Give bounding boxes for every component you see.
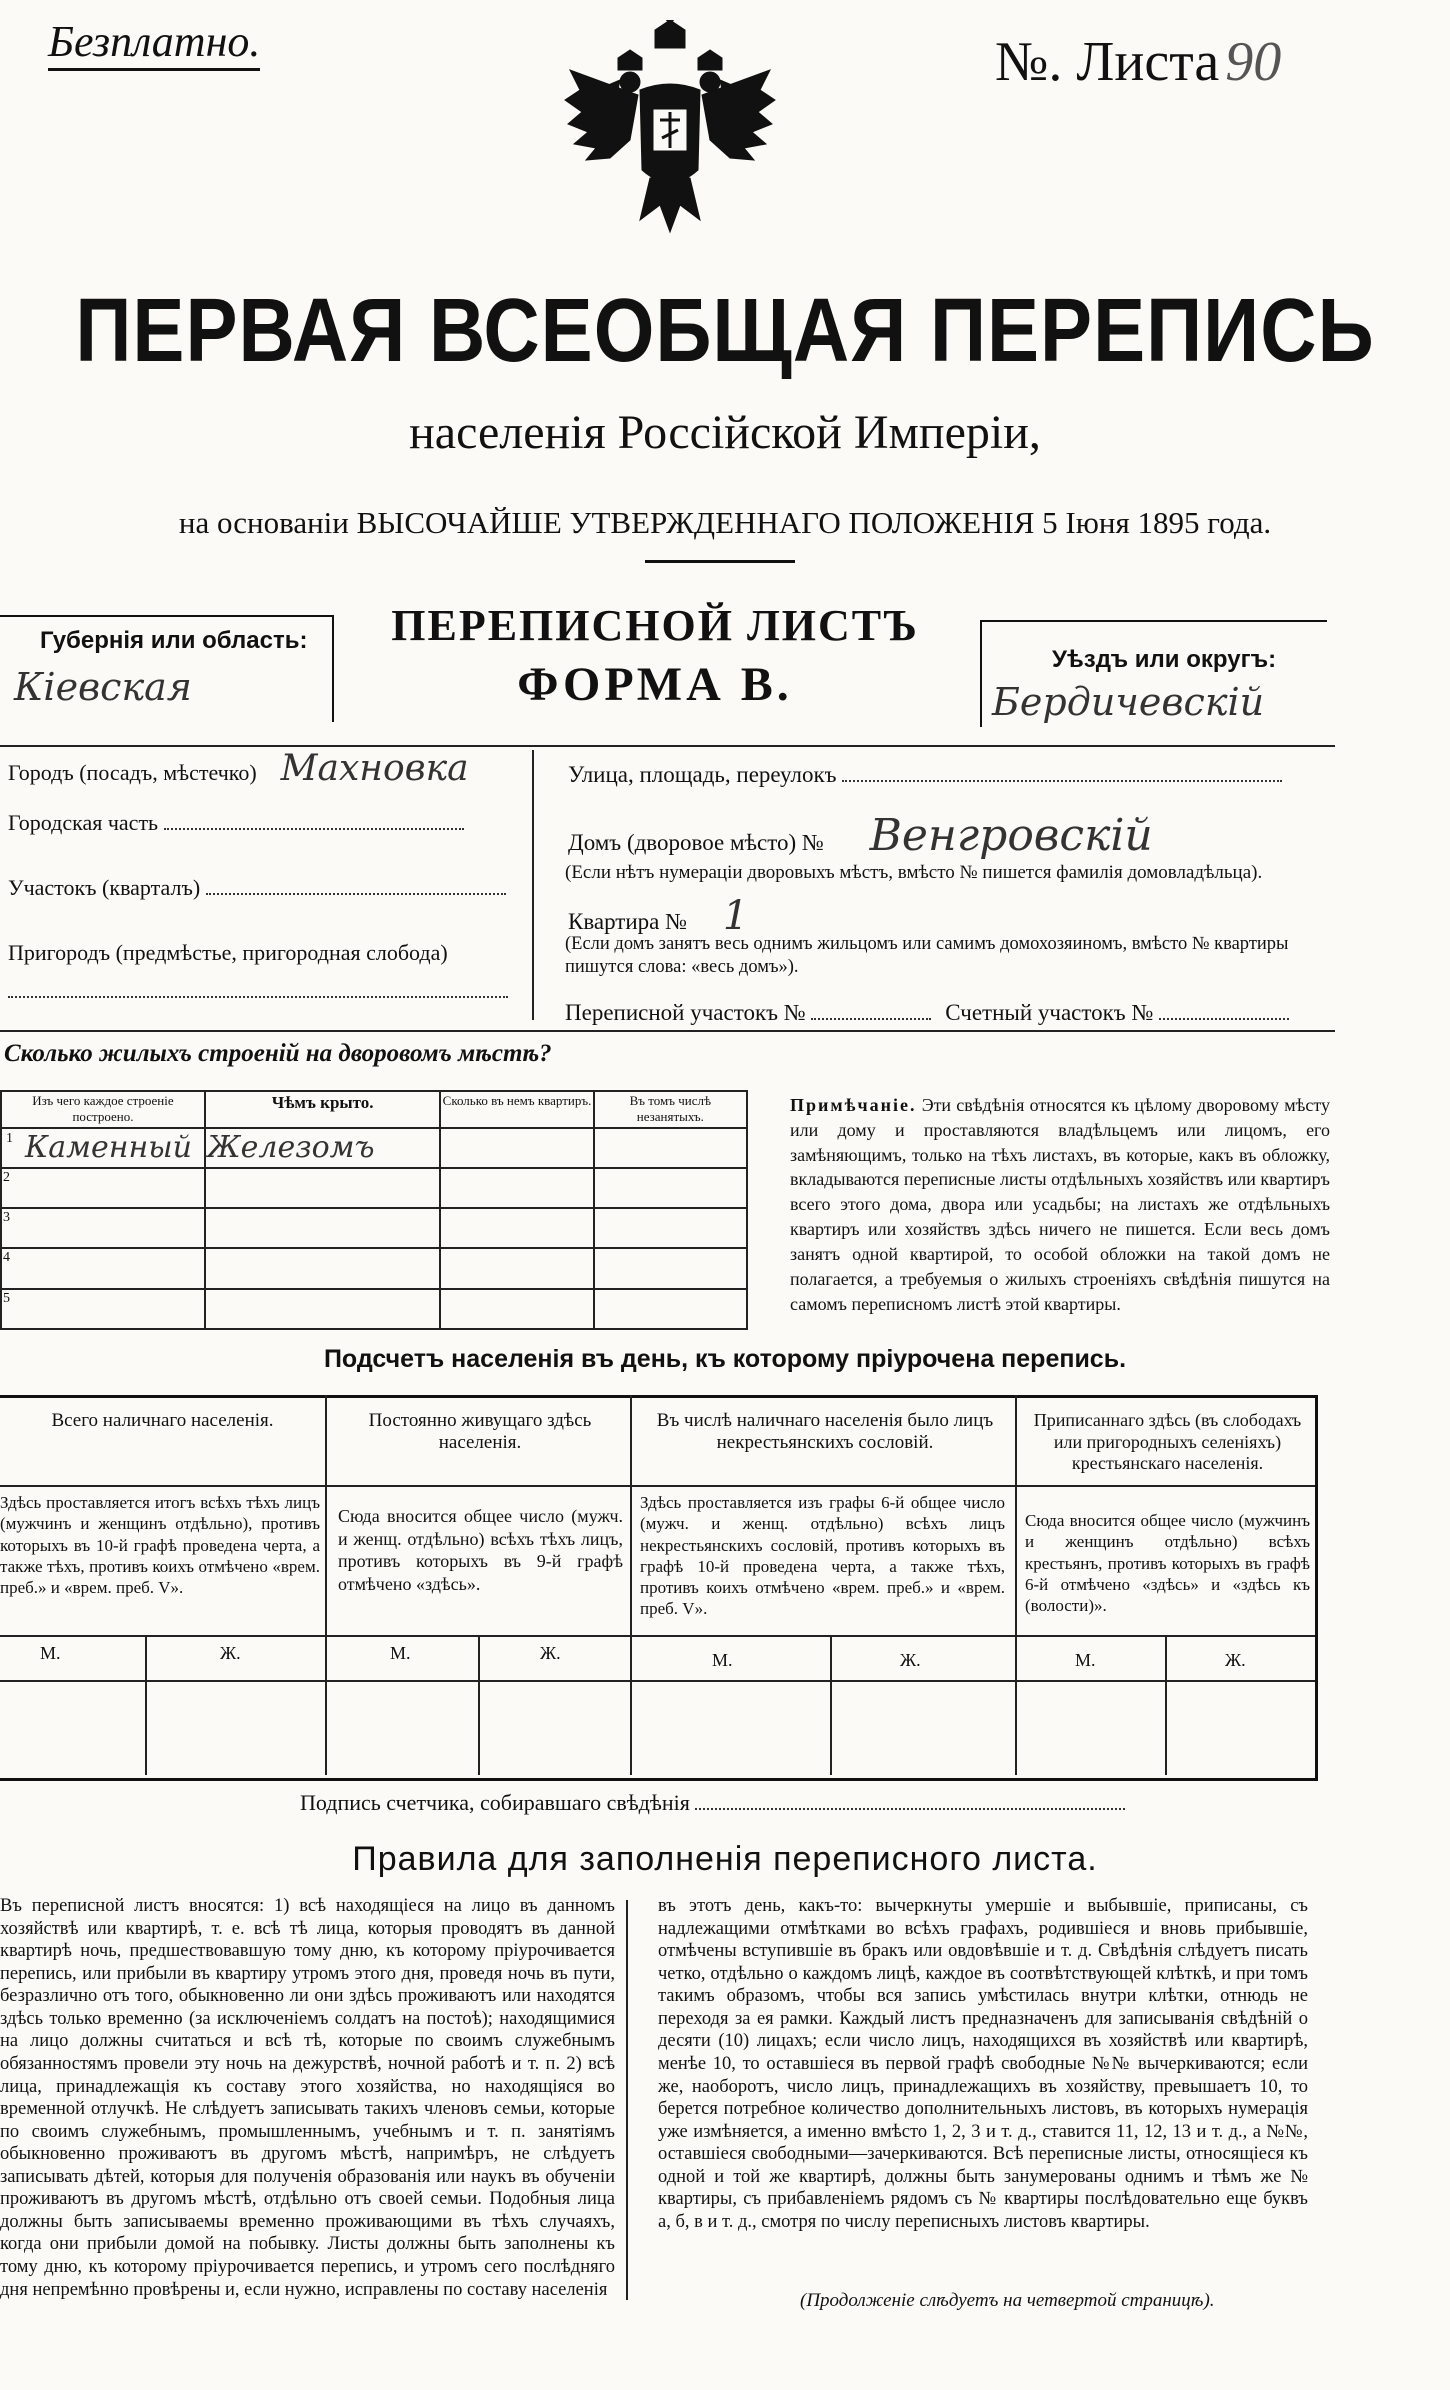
count-col4-f: Ж.	[1225, 1650, 1246, 1670]
gorodskaya-chast-blank	[164, 828, 464, 830]
buildings-col-vacant: Въ томъ числѣ незанятыхъ.	[594, 1091, 747, 1128]
uezd-box	[980, 620, 1327, 727]
note-title: Примѣчаніе.	[790, 1095, 917, 1115]
count-divider-2	[630, 1395, 632, 1775]
count-col4-m: М.	[1075, 1650, 1096, 1670]
buildings-question: Сколько жилыхъ строеній на дворовомъ мѣстѣ?	[4, 1040, 552, 1067]
count-mf-rule	[0, 1680, 1315, 1682]
uchastok-field	[8, 875, 508, 901]
buildings-col-roof: Чѣмъ крыто.	[205, 1091, 440, 1128]
table-row	[1, 1208, 747, 1248]
rules-right-column: въ этотъ день, какъ-то: вычеркнуты умершіе и выбывшіе, приписаны, съ надлежащими отмѣтками во всѣхъ графахъ, родившіеся и вновь прибывшіе, отмѣчены вступившіе въ бракъ или овдовѣвшіе и т. д. Свѣдѣнія слѣдуетъ писать четко, отдѣльно о каждомъ лицѣ, каждое въ соотвѣтствующей клѣткѣ, и при томъ такимъ образомъ, чтобы вся запись умѣстилась внутри клѣтки, отнюдь не переходя за ея рамки. Каждый листъ предназначенъ для записыванія свѣдѣній о десяти (10) лицахъ; если число лицъ, находящихся въ хозяйствѣ или квартирѣ, менѣе 10, то оставшіеся въ первой графѣ свободные №№ вычеркиваются; если же, наоборотъ, число лицъ, принадлежащихъ въ хозяйству, превышаетъ 10, то берется потребное количество дополнительныхъ листовъ, въ которыхъ нумерація уже измѣняется, а именно вмѣсто 1, 2, 3 и т. д., ставится 11, 12, 13 и т. д., а №№, оставшіеся свободными—зачеркиваются. Всѣ переписные листы, относящіеся къ одной и той же квартирѣ, должны быть занумерованы однимъ и тѣмъ же № квартиры, съ прибавленіемъ рядомъ съ № квартиры послѣдовательно еще буквъ а, б, в и т. д., смотря по числу переписныхъ листовъ квартиры.	[658, 1896, 1308, 2232]
buildings-col-material: Изъ чего каждое строеніе построено.	[1, 1091, 205, 1128]
dom-note: (Если нѣтъ нумераціи дворовыхъ мѣстъ, вмѣсто № пишется фамилія домовладѣльца).	[565, 862, 1263, 883]
address-bottom-rule	[0, 1030, 1335, 1032]
count-col2-desc: Сюда вносится общее число (мужч. и женщ. отдѣльно) всѣхъ тѣхъ лицъ, противъ которыхъ въ 9-й графѣ отмѣчено «здѣсь».	[338, 1506, 623, 1594]
title-divider	[645, 560, 795, 563]
count-col2-head: Постоянно живущаго здѣсь населенія.	[368, 1410, 592, 1453]
uchastok-numbers	[565, 1000, 1335, 1026]
imperial-eagle-emblem-icon	[560, 20, 780, 235]
gorodskaya-chast-field	[8, 810, 508, 836]
row-number: 1	[6, 1130, 13, 1146]
count-mf-divider-1	[145, 1635, 147, 1775]
uezd-value: Бердичевскій	[992, 680, 1265, 724]
table-row	[1, 1289, 747, 1329]
table-row	[1, 1168, 747, 1208]
table-row	[1, 1248, 747, 1288]
count-col1-m: М.	[40, 1643, 61, 1663]
count-col1-f: Ж.	[220, 1643, 241, 1663]
signature-label: Подпись счетчика, собиравшаго свѣдѣнія	[300, 1790, 690, 1815]
buildings-table	[0, 1090, 748, 1330]
uezd-label: Уѣздъ или округъ:	[1052, 646, 1277, 673]
ulitsa-label: Улица, площадь, переулокъ	[568, 762, 837, 787]
dom-label: Домъ (дворовое мѣсто) №	[568, 830, 824, 855]
row-number: 5	[1, 1289, 205, 1329]
address-divider	[532, 750, 534, 1020]
count-col4-desc: Сюда вносится общее число (мужчинъ и женщинъ отдѣльно) всѣхъ крестьянъ, противъ которыхъ въ графѣ 6-й отмѣчено «здѣсь» и «здѣсь къ (волости)».	[1025, 1511, 1310, 1615]
signature-blank	[695, 1808, 1125, 1810]
ulitsa-field	[568, 762, 1328, 788]
table-row	[1, 1128, 747, 1168]
form-sheet-title: ПЕРЕПИСНОЙ ЛИСТЪ	[391, 601, 919, 650]
gorod-value: Махновка	[280, 748, 469, 789]
buildings-col-apartments: Сколько въ немъ квартиръ.	[440, 1091, 593, 1128]
row-material: Каменный	[25, 1129, 193, 1165]
schetny-uchastok-label: Счетный участокъ №	[945, 1000, 1154, 1025]
count-col2-f: Ж.	[540, 1643, 561, 1663]
gorod-field	[8, 748, 528, 789]
count-mf-divider-2	[478, 1635, 480, 1775]
decree-line: на основаніи ВЫСОЧАЙШЕ УТВЕРЖДЕННАГО ПОЛОЖЕНІЯ 5 Іюня 1895 года.	[178, 505, 1272, 540]
row-number: 4	[1, 1248, 205, 1288]
count-divider-1	[325, 1395, 327, 1775]
row-number: 3	[1, 1208, 205, 1248]
gorodskaya-chast-label: Городская часть	[8, 810, 159, 835]
prigorod-field	[8, 940, 528, 1004]
kvartira-label: Квартира №	[568, 909, 688, 934]
count-col3-head: Въ числѣ наличнаго населенія было лицъ некрестьянскихъ сословій.	[656, 1410, 994, 1453]
count-mf-divider-4	[1165, 1635, 1167, 1775]
free-label: Безплатно.	[48, 20, 260, 71]
count-col4-head: Приписаннаго здѣсь (въ слободахъ или пригородныхъ селеніяхъ) крестьянскаго населенія.	[1033, 1410, 1302, 1474]
count-col3-f: Ж.	[900, 1650, 921, 1670]
sheet-number-value: 90	[1225, 31, 1282, 93]
uchastok-blank	[206, 893, 506, 895]
count-title: Подсчетъ населенія въ день, къ которому пріурочена перепись.	[323, 1345, 1127, 1373]
rules-title: Правила для заполненія переписного листа.	[352, 1840, 1098, 1878]
count-col3-m: М.	[712, 1650, 733, 1670]
main-title: ПЕРВАЯ ВСЕОБЩАЯ ПЕРЕПИСЬ	[75, 279, 1375, 381]
sheet-number-label: №. Листа	[995, 31, 1220, 93]
count-divider-3	[1015, 1395, 1017, 1775]
guberniya-box	[0, 615, 334, 722]
note-block	[790, 1093, 1330, 1316]
note-text: Эти свѣдѣнія относятся къ цѣлому дворовому мѣсту или дому и проставляются владѣльцемъ или лицомъ, его замѣняющимъ, только на тѣхъ листахъ, въ которые, какъ въ обложку, вкладываются переписные листы отдѣльныхъ хозяйствъ или квартиръ всего этого дома, двора или усадьбы; на листахъ же отдѣльныхъ квартиръ или хозяйствъ здѣсь ничего не пишется. Если весь домъ занятъ одной квартирой, то особой обложки на такой домъ не полагается, а требуемыя о жилыхъ строеніяхъ свѣдѣнія пишутся на самомъ переписномъ листѣ этой квартиры.	[790, 1095, 1330, 1314]
count-col2-m: М.	[390, 1643, 411, 1663]
form-header-rule	[0, 745, 1335, 747]
form-type: ФОРМА В.	[517, 658, 793, 711]
schetny-uchastok-blank	[1159, 1018, 1289, 1020]
ulitsa-blank	[842, 780, 1282, 782]
rules-continued: (Продолженіе слѣдуетъ на четвертой страницѣ).	[800, 2290, 1215, 2311]
gorod-label: Городъ (посадъ, мѣстечко)	[8, 760, 257, 785]
row-roof: Железомъ	[206, 1129, 375, 1165]
dom-value: Венгровскій	[869, 810, 1153, 861]
count-head-rule	[0, 1485, 1315, 1487]
count-col1-desc: Здѣсь проставляется итогъ всѣхъ тѣхъ лицъ (мужчинъ и женщинъ отдѣльно), противъ которыхъ въ 10-й графѣ проведена черта, а также тѣхъ, противъ коихъ отмѣчено «врем. преб.» и «врем. преб. V».	[0, 1493, 320, 1597]
prigorod-blank	[8, 966, 508, 998]
dom-field	[568, 810, 1328, 861]
uchastok-label: Участокъ (кварталъ)	[8, 875, 201, 900]
subtitle: населенія Россійской Имперіи,	[409, 406, 1041, 459]
kvartira-value: 1	[722, 893, 749, 939]
count-col1-head: Всего наличнаго населенія.	[51, 1410, 274, 1431]
row-number: 2	[1, 1168, 205, 1208]
perepisnoy-uchastok-label: Переписной участокъ №	[565, 1000, 806, 1025]
rules-left-column: Въ переписной листъ вносятся: 1) всѣ находящіеся на лицо въ данномъ хозяйствѣ или квартирѣ, т. е. всѣ тѣ лица, которыя проводятъ въ данной квартирѣ ночь, предшествовавшую тому дню, къ которому пріурочивается перепись, или прибыли въ квартиру утромъ этого дня, проведя ночь въ пути, безразлично отъ того, обыкновенно ли они здѣсь проживаютъ или находятся здѣсь только временно (за исключеніемъ солдатъ на постоѣ); находящимися на лицо должны считаться и всѣ тѣ, которые по своимъ служебнымъ обязанностямъ провели эту ночь на дежурствѣ, ночной работѣ и т. п. 2) всѣ лица, принадлежащія къ составу этого хозяйства, но находящіяся во временной отлучкѣ. Не слѣдуетъ записывать такихъ членовъ семьи, которые по своимъ служебнымъ, промышленнымъ, учебнымъ и т. п. занятіямъ обыкновенно проживаютъ въ другомъ мѣстѣ, напримѣръ, не слѣдуетъ записывать дѣтей, которыя для полученія образованія или наукъ въ обученіи проживаютъ въ другомъ мѣстѣ, отдѣльно отъ своей семьи. Подобныя лица должны быть записываемы временно проживающими въ тѣхъ случаяхъ, когда они прибыли домой на побывку. Листы должны быть заполнены къ тому дню, къ которому пріурочивается перепись, и утромъ сего послѣдняго дня непремѣнно провѣрены и, если нужно, исправлены по составу населенія	[0, 1896, 615, 2300]
form-center-title	[340, 600, 970, 712]
rules-column-divider	[626, 1900, 628, 2300]
perepisnoy-uchastok-blank	[811, 1018, 931, 1020]
count-mf-divider-3	[830, 1635, 832, 1775]
sheet-number	[995, 30, 1281, 94]
signature-field	[300, 1790, 1300, 1816]
prigorod-label: Пригородъ (предмѣстье, пригородная слобода)	[8, 940, 448, 965]
count-desc-rule	[0, 1635, 1315, 1637]
kvartira-note: (Если домъ занятъ весь однимъ жильцомъ или самимъ домохозяиномъ, вмѣсто № квартиры пишутся слова: «весь домъ»).	[565, 934, 1289, 978]
count-col3-desc: Здѣсь проставляется изъ графы 6-й общее число (мужч. и женщ. отдѣльно) всѣхъ лицъ некрестьянскихъ сословій, противъ которыхъ въ графѣ 10-й проведена черта, а также тѣхъ, противъ коихъ отмѣчено «врем. преб.» и «врем. преб. V».	[640, 1493, 1005, 1619]
guberniya-label: Губернія или область:	[40, 627, 308, 654]
guberniya-value: Кіевская	[14, 665, 192, 709]
